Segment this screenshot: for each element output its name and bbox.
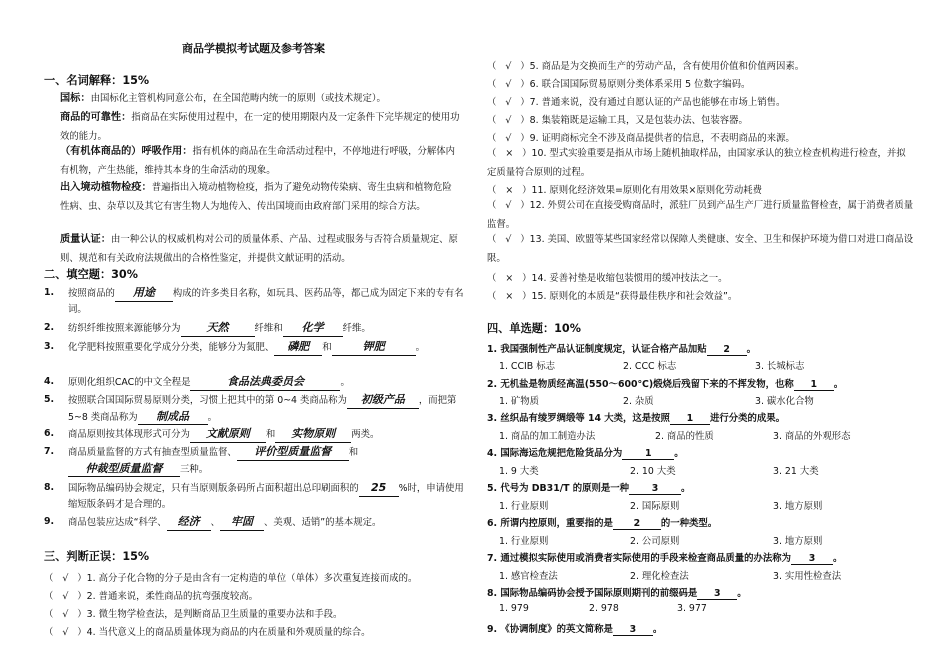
choice-option: 3. 商品的外观形态 <box>773 431 851 442</box>
fill-item <box>44 444 464 477</box>
choice-option: 3. 地方原则 <box>773 501 823 512</box>
true-false-item: （ × ）14. 妥善衬垫是收缩包装惯用的缓冲技法之一。 <box>487 273 728 284</box>
choice-option: 1. CCIB 标志 <box>499 361 555 372</box>
choice-question <box>487 445 684 460</box>
true-false-item: （ √ ）13. 美国、欧盟等某些国家经常以保障人类健康、安全、卫生和保护环境为借口对进口商品设限。 <box>487 234 914 264</box>
item-text: 7. 普通来说，没有通过自愿认证的产品也能够在市场上销售。 <box>529 97 786 108</box>
blank-answer: 实物原则 <box>275 426 351 443</box>
item-text: 9. 证明商标完全不涉及商品提供者的信息，不表明商品的来源。 <box>529 133 795 144</box>
blank-answer: 钾肥 <box>332 339 416 356</box>
true-false-item: （ √ ）8. 集装箱既是运输工具，又是包装办法、包装容器。 <box>487 115 748 126</box>
item-text: ，而把第 5~8 类商品称为 <box>68 395 457 423</box>
question-answer: 1 <box>670 413 710 425</box>
item-text: 5. 商品是为交换而生产的劳动产品，含有使用价值和价值两因素。 <box>529 61 805 72</box>
question-answer: 3 <box>697 588 737 600</box>
item-text: 国际物品编码协会规定，只有当原则版条码所占面积超出总印刷面积的 <box>68 483 359 494</box>
blank-answer: 仲裁型质量监督 <box>68 461 180 478</box>
item-number: 9. <box>44 516 55 527</box>
question-answer: 2 <box>613 518 661 530</box>
item-text: 化学肥料按照重要化学成分分类，能够分为氮肥、 <box>68 342 275 353</box>
definition-item <box>60 89 460 108</box>
item-text: 商品原则按其体现形式可分为 <box>68 429 190 440</box>
choice-option: 3. 977 <box>677 603 707 614</box>
item-number: 5. <box>44 394 55 405</box>
choice-option: 1. 矿物质 <box>499 396 540 407</box>
true-false-item: （ √ ）4. 当代意义上的商品质量体现为商品的内在质量和外观质量的综合。 <box>44 627 371 638</box>
question-text: 8. 国际物品编码协会授予国际原则期刊的前缀码是 <box>487 588 698 599</box>
choice-question <box>487 480 690 495</box>
blank-answer: 食品法典委员会 <box>190 374 340 391</box>
item-number: 7. <box>44 446 55 457</box>
item-text: %时，申请使用缩短版条码才是合理的。 <box>68 483 464 510</box>
item-number: 3. <box>44 341 55 352</box>
true-false-item: （ × ）10. 型式实验重要是指从市场上随机抽取样品，由国家承认的独立检查机构进行检查，并拟定质量符合原则的过程。 <box>487 148 906 178</box>
answer-mark: × <box>505 273 514 284</box>
item-text: 、美观、适销”的基本规定。 <box>264 517 382 528</box>
choice-option: 3. 实用性检查法 <box>773 571 842 582</box>
item-text: 。 <box>415 342 426 353</box>
question-text: 7. 通过模拟实际使用或消费者实际使用的手段来检查商品质量的办法称为 <box>487 553 791 564</box>
true-false-item: （ √ ）12. 外贸公司在直接受购商品时，派驻厂员到产品生产厂进行质量监督检查，属于消费者质量监督。 <box>487 200 914 230</box>
item-text: 10. 型式实验重要是指从市场上随机抽取样品，由国家承认的独立检查机构进行检查，并拟定质量符合原则的过程。 <box>487 148 906 178</box>
fill-item <box>44 339 464 356</box>
item-text: 12. 外贸公司在直接受购商品时，派驻厂员到产品生产厂进行质量监督检查，属于消费者质量监督。 <box>487 200 914 230</box>
item-text: 两类。 <box>351 429 380 440</box>
fill-item <box>44 426 464 443</box>
answer-mark: √ <box>62 609 69 620</box>
blank-answer: 文献原则 <box>190 426 266 443</box>
choice-question <box>487 550 842 565</box>
definition-term: 商品的可靠性： <box>60 112 132 123</box>
item-text: 13. 美国、欧盟等某些国家经常以保障人类健康、安全、卫生和保护环境为借口对进口商品设限。 <box>487 234 914 264</box>
question-text: 9. 《协调制度》的英文简称是 <box>487 624 613 635</box>
true-false-item: （ × ）15. 原则化的本质是“获得最佳秩序和社会效益”。 <box>487 291 738 302</box>
item-text: 15. 原则化的本质是“获得最佳秩序和社会效益”。 <box>531 291 738 302</box>
blank-answer: 制成品 <box>138 409 208 426</box>
item-text: 原则化组织CAC的中文全程是 <box>68 377 191 388</box>
question-text: 5. 代号为 DB31/T 的原则是一种 <box>487 483 630 494</box>
section-heading-definitions: 一、名词解释：15% <box>44 74 150 87</box>
item-text: 。 <box>207 411 218 423</box>
choice-option: 3. 21 大类 <box>773 466 819 477</box>
question-text: 的一种类型。 <box>660 518 718 529</box>
answer-mark: × <box>505 185 514 196</box>
choice-option: 3. 碳水化合物 <box>755 396 814 407</box>
blank-answer: 牢固 <box>220 514 264 531</box>
definition-item <box>60 230 460 268</box>
choice-option: 2. 商品的性质 <box>655 431 714 442</box>
question-answer: 3 <box>629 483 681 495</box>
item-number: 1. <box>44 287 55 298</box>
answer-mark: √ <box>505 79 512 90</box>
choice-question <box>487 376 843 391</box>
true-false-item: （ √ ）1. 高分子化合物的分子是由含有一定构造的单位（单体）多次重复连接而成的。 <box>44 573 418 584</box>
item-text: 商品包装应达成“科学、 <box>68 517 167 528</box>
item-text: 按照商品的 <box>68 288 115 299</box>
question-answer: 1 <box>622 448 674 460</box>
item-text: 和 <box>265 429 276 440</box>
choice-option: 2. 国际原则 <box>630 501 680 512</box>
item-text: 商品质量监督的方式有抽查型质量监督、 <box>68 447 237 458</box>
true-false-item: （ × ）11. 原则化经济效果=原则化有用效果×原则化劳动耗费 <box>487 185 762 196</box>
item-number: 2. <box>44 322 55 333</box>
item-text: 。 <box>340 377 350 388</box>
question-text: 4. 国际海运危规把危险货品分为 <box>487 448 623 459</box>
question-answer: 3 <box>791 553 833 565</box>
item-text: 构成的许多类目名称，如玩具、医药品等，都己成为固定下来的专有名词。 <box>68 288 464 315</box>
question-text: 6. 所谓内控原则，重要指的是 <box>487 518 613 529</box>
item-text: 纺织纤维按照来源能够分为 <box>68 323 181 334</box>
item-text: 1. 高分子化合物的分子是由含有一定构造的单位（单体）多次重复连接而成的。 <box>86 573 418 584</box>
question-answer: 1 <box>794 379 834 391</box>
answer-mark: √ <box>505 200 512 211</box>
fill-item <box>44 285 464 317</box>
blank-answer: 25 <box>359 480 399 497</box>
true-false-item: （ √ ）3. 微生物学检查法，是判断商品卫生质量的重要办法和手段。 <box>44 609 343 620</box>
choice-question <box>487 341 756 356</box>
item-text: 4. 当代意义上的商品质量体现为商品的内在质量和外观质量的综合。 <box>86 627 371 638</box>
item-text: 按照联合国国际贸易原则分类，习惯上把其中的第 0~4 类商品称为 <box>68 395 347 406</box>
choice-option: 3. 长城标志 <box>755 361 805 372</box>
answer-mark: √ <box>505 115 512 126</box>
blank-answer: 用途 <box>115 285 173 302</box>
choice-option: 2. 公司原则 <box>630 536 680 547</box>
item-text: 6. 联合国国际贸易原则分类体系采用 5 位数字编码。 <box>529 79 751 90</box>
question-text: 1. 我国强制性产品认证制度规定，认证合格产品加贴 <box>487 344 707 355</box>
choice-question <box>487 585 747 600</box>
choice-option: 2. 杂质 <box>623 396 654 407</box>
choice-option: 2. 978 <box>589 603 619 614</box>
item-text: 纤维和 <box>254 323 283 334</box>
question-answer: 2 <box>707 344 747 356</box>
definition-text: 指商品在实际使用过程中，在一定的使用期限内及一定条件下完毕规定的使用功效的能力。 <box>60 112 460 142</box>
item-number: 8. <box>44 482 55 493</box>
section-heading-fill-blank: 二、填空题：30% <box>44 268 138 281</box>
definition-item <box>60 142 460 180</box>
item-text: 8. 集装箱既是运输工具，又是包装办法、包装容器。 <box>529 115 748 126</box>
item-number: 6. <box>44 428 55 439</box>
blank-answer: 评价型质量监督 <box>237 444 349 461</box>
item-text: 、 <box>210 517 220 528</box>
question-text: 。 <box>833 379 844 390</box>
item-text: 纤维。 <box>342 323 371 334</box>
question-text: 。 <box>652 624 663 635</box>
choice-question <box>487 515 717 530</box>
fill-item <box>44 320 464 337</box>
page-title: 商品学模拟考试题及参考答案 <box>182 42 325 55</box>
question-text: 进行分类的成果。 <box>709 413 785 424</box>
section-heading-single-choice: 四、单选题：10% <box>487 322 581 335</box>
definition-term: 质量认证： <box>60 234 111 245</box>
question-text: 2. 无机盐是物质经高温(550～600℃)煅烧后残留下来的不挥发物，也称 <box>487 379 794 390</box>
blank-answer: 经济 <box>167 514 211 531</box>
fill-item <box>44 392 464 425</box>
true-false-item: （ √ ）6. 联合国国际贸易原则分类体系采用 5 位数字编码。 <box>487 79 751 90</box>
choice-option: 2. 10 大类 <box>630 466 676 477</box>
question-text: 。 <box>674 448 684 459</box>
choice-option: 1. 商品的加工制造办法 <box>499 431 596 442</box>
true-false-item: （ √ ）9. 证明商标完全不涉及商品提供者的信息，不表明商品的来源。 <box>487 133 795 144</box>
choice-option: 2. 理化检查法 <box>630 571 689 582</box>
choice-option: 2. CCC 标志 <box>623 361 677 372</box>
choice-option: 1. 行业原则 <box>499 501 549 512</box>
question-text: 3. 丝织品有绫罗绸缎等 14 大类，这是按照 <box>487 413 670 424</box>
answer-mark: × <box>505 148 514 159</box>
true-false-item: （ √ ）2. 普通来说，柔性商品的抗弯强度较高。 <box>44 591 258 602</box>
answer-mark: √ <box>505 61 512 72</box>
definition-text: 指有机体的商品在生命活动过程中，不停地进行呼吸，分解体内有机物，产生热能，维持其本身的生命活动的现象。 <box>60 146 455 176</box>
definition-item <box>60 178 460 216</box>
answer-mark: √ <box>505 133 512 144</box>
definition-term: （有机体商品的）呼吸作用： <box>60 146 193 157</box>
choice-option: 1. 感官检查法 <box>499 571 558 582</box>
fill-item <box>44 374 464 391</box>
item-text: 2. 普通来说，柔性商品的抗弯强度较高。 <box>86 591 258 602</box>
question-text: 。 <box>832 553 843 564</box>
item-text: 11. 原则化经济效果=原则化有用效果×原则化劳动耗费 <box>531 185 762 196</box>
question-answer: 3 <box>613 624 653 636</box>
answer-mark: × <box>505 291 514 302</box>
definition-term: 国标： <box>60 93 91 104</box>
true-false-item: （ √ ）7. 普通来说，没有通过自愿认证的产品也能够在市场上销售。 <box>487 97 786 108</box>
definition-text: 普遍指出入境动植物检疫，指为了避免动物传染病、寄生虫病和植物危险性病、虫、杂草以及其它有害生物人为地传入、传出国境而由政府部门采用的综合方法。 <box>60 182 452 212</box>
blank-answer: 磷肥 <box>274 339 322 356</box>
item-number: 4. <box>44 376 55 387</box>
item-text: 3. 微生物学检查法，是判断商品卫生质量的重要办法和手段。 <box>86 609 343 620</box>
fill-item <box>44 480 464 512</box>
true-false-item: （ √ ）5. 商品是为交换而生产的劳动产品，含有使用价值和价值两因素。 <box>487 61 805 72</box>
choice-question <box>487 621 662 636</box>
answer-mark: √ <box>62 591 69 602</box>
answer-mark: √ <box>62 573 69 584</box>
blank-answer: 天然 <box>181 320 255 337</box>
definition-term: 出入境动植物检疫： <box>60 182 152 193</box>
item-text: 14. 妥善衬垫是收缩包装惯用的缓冲技法之一。 <box>531 273 728 284</box>
answer-mark: √ <box>62 627 69 638</box>
choice-option: 3. 地方原则 <box>773 536 823 547</box>
blank-answer: 初级产品 <box>347 392 419 409</box>
item-text: 和 <box>348 447 359 458</box>
choice-option: 1. 9 大类 <box>499 466 539 477</box>
choice-question <box>487 410 785 425</box>
answer-mark: √ <box>505 234 512 245</box>
definition-text: 由一种公认的权威机构对公司的质量体系、产品、过程或服务与否符合质量规定、原则、规范和有关政府法规做出的合格性鉴定，并提供文献证明的活动。 <box>60 234 458 264</box>
blank-answer: 化学 <box>283 320 343 337</box>
choice-option: 1. 979 <box>499 603 529 614</box>
item-text: 三种。 <box>180 463 209 475</box>
choice-option: 1. 行业原则 <box>499 536 549 547</box>
question-text: 。 <box>746 344 756 355</box>
item-text: 和 <box>322 342 332 353</box>
section-heading-true-false: 三、判断正误：15% <box>44 550 150 563</box>
definition-text: 由国标化主管机构同意公布，在全国范畴内统一的原则（或技术规定）。 <box>90 93 386 104</box>
question-text: 。 <box>681 483 691 494</box>
answer-mark: √ <box>505 97 512 108</box>
definition-item <box>60 108 460 146</box>
question-text: 。 <box>737 588 747 599</box>
fill-item <box>44 514 464 531</box>
